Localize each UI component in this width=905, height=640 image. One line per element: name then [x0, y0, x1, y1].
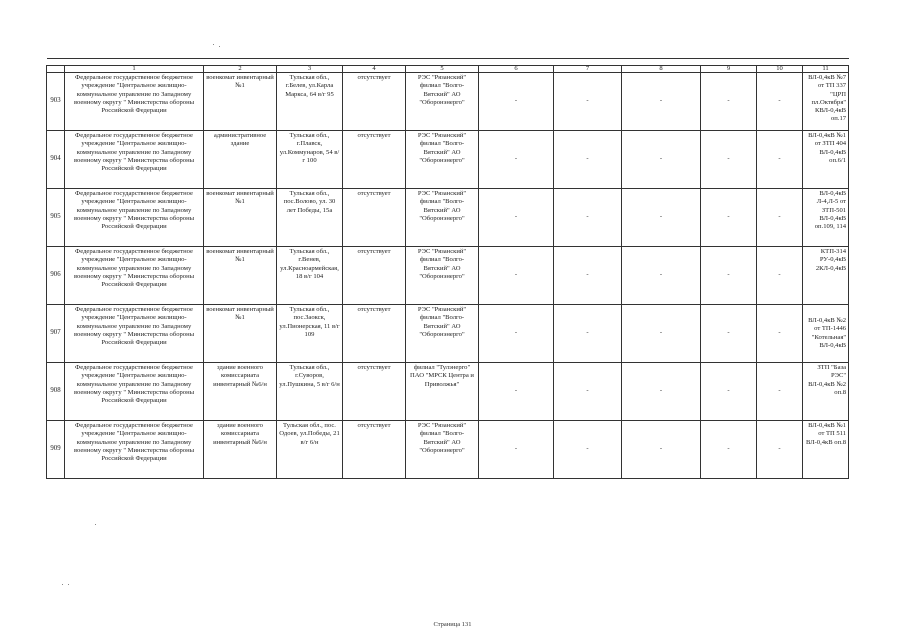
- scan-speck: [95, 524, 96, 525]
- cell-col9: -: [701, 305, 757, 363]
- column-header-6: 6: [479, 66, 554, 73]
- column-header-11: 11: [803, 66, 849, 73]
- cell-col9: -: [701, 73, 757, 131]
- cell-network-org: РЭС "Рязанский" филиал "Волго-Вятский" АО "Оборонэнерго": [406, 189, 479, 247]
- table-row: [47, 189, 849, 247]
- cell-col4: отсутствует: [343, 305, 406, 363]
- cell-col4: отсутствует: [343, 247, 406, 305]
- scan-speck: [219, 46, 220, 47]
- cell-address: Тульская обл., г.Венев, ул.Красноармейская, 18 в/г 104: [277, 247, 343, 305]
- cell-network-org: РЭС "Рязанский" филиал "Волго-Вятский" АО "Оборонэнерго": [406, 73, 479, 131]
- cell-object: здание военного комиссариата инвентарный №6/н: [204, 363, 277, 421]
- cell-col8: -: [622, 363, 701, 421]
- cell-connection-point: ВЛ-0,4кВ №2 от ТП-1446 "Котельная" ВЛ-0,4кВ: [803, 305, 849, 363]
- cell-connection-point: ЗТП "База РЭС" ВЛ-0,4кВ №2 оп.8: [803, 363, 849, 421]
- cell-col9: -: [701, 247, 757, 305]
- column-header-3: 3: [277, 66, 343, 73]
- column-header-1: 1: [65, 66, 204, 73]
- row-number: 907: [47, 305, 65, 363]
- column-header-10: 10: [757, 66, 803, 73]
- cell-col7: -: [554, 247, 622, 305]
- table-row: [47, 421, 849, 479]
- cell-col7: -: [554, 421, 622, 479]
- cell-col8: -: [622, 131, 701, 189]
- scan-speck: [213, 44, 214, 45]
- cell-col8: -: [622, 305, 701, 363]
- cell-object: военкомат инвентарный №1: [204, 73, 277, 131]
- column-header-blank: [47, 66, 65, 73]
- column-header-9: 9: [701, 66, 757, 73]
- cell-col7: -: [554, 73, 622, 131]
- cell-col10: -: [757, 305, 803, 363]
- cell-col6: -: [479, 305, 554, 363]
- row-number: 904: [47, 131, 65, 189]
- column-header-8: 8: [622, 66, 701, 73]
- cell-col10: -: [757, 189, 803, 247]
- cell-col6: -: [479, 73, 554, 131]
- cell-object: военкомат инвентарный №1: [204, 247, 277, 305]
- cell-col6: -: [479, 189, 554, 247]
- cell-col9: -: [701, 189, 757, 247]
- cell-owner: Федеральное государственное бюджетное учреждение "Центральное жилищно-коммунальное управление по Западному военному округу " Министерства обороны Российской Федерации: [65, 363, 204, 421]
- cell-address: Тульская обл., г.Суворов, ул.Пушкина, 5 в/г 6/н: [277, 363, 343, 421]
- cell-col10: -: [757, 131, 803, 189]
- row-number: 908: [47, 363, 65, 421]
- cell-address: Тульская обл., г.Плавск, ул.Коммунаров, 54 в/г 100: [277, 131, 343, 189]
- column-header-7: 7: [554, 66, 622, 73]
- cell-col9: -: [701, 363, 757, 421]
- cell-col4: отсутствует: [343, 421, 406, 479]
- table-top-border-row: [47, 59, 849, 66]
- cell-connection-point: КТП-314 РУ-0,4кВ 2КЛ-0,4кВ: [803, 247, 849, 305]
- cell-object: административное здание: [204, 131, 277, 189]
- cell-col6: -: [479, 421, 554, 479]
- cell-owner: Федеральное государственное бюджетное учреждение "Центральное жилищно-коммунальное управление по Западному военному округу " Министерства обороны Российской Федерации: [65, 305, 204, 363]
- cell-col10: -: [757, 247, 803, 305]
- cell-col8: -: [622, 73, 701, 131]
- table-row: [47, 363, 849, 421]
- cell-connection-point: ВЛ-0,4кВ №1 от ЗТП 404 ВЛ-0,4кВ оп.6/1: [803, 131, 849, 189]
- cell-col8: -: [622, 247, 701, 305]
- row-number: 906: [47, 247, 65, 305]
- cell-col8: -: [622, 421, 701, 479]
- cell-object: военкомат инвентарный №1: [204, 189, 277, 247]
- cell-connection-point: ВЛ-0,4кВ №7 от ТП 337 "ЦРП пл.Октября" КВЛ-0,4кВ оп.17: [803, 73, 849, 131]
- cell-col7: -: [554, 131, 622, 189]
- cell-owner: Федеральное государственное бюджетное учреждение "Центральное жилищно-коммунальное управление по Западному военному округу " Министерства обороны Российской Федерации: [65, 189, 204, 247]
- cell-network-org: РЭС "Рязанский" филиал "Волго-Вятский" АО "Оборонэнерго": [406, 305, 479, 363]
- cell-network-org: филиал "Тулэнерго" ПАО "МРСК Центра и Приволжья": [406, 363, 479, 421]
- cell-col9: -: [701, 421, 757, 479]
- scan-speck: [62, 584, 63, 585]
- cell-address: Тульская обл., г.Белев, ул.Карла Маркса, 64 в/г 95: [277, 73, 343, 131]
- cell-owner: Федеральное государственное бюджетное учреждение "Центральное жилищно-коммунальное управление по Западному военному округу " Министерства обороны Российской Федерации: [65, 421, 204, 479]
- cell-object: здание военного комиссариата инвентарный №6/н: [204, 421, 277, 479]
- cell-address: Тульская обл., пос. Одоев, ул.Победы, 21 в/г 6/н: [277, 421, 343, 479]
- cell-address: Тульская обл., пос.Заокск, ул.Пионерская, 11 в/г 109: [277, 305, 343, 363]
- cell-col7: -: [554, 363, 622, 421]
- cell-col4: отсутствует: [343, 131, 406, 189]
- register-table: [46, 58, 849, 479]
- cell-network-org: РЭС "Рязанский" филиал "Волго-Вятский" АО "Оборонэнерго": [406, 131, 479, 189]
- cell-col10: -: [757, 421, 803, 479]
- cell-address: Тульская обл., пос.Волово, ул. 30 лет Победы, 15а: [277, 189, 343, 247]
- cell-col6: -: [479, 247, 554, 305]
- cell-owner: Федеральное государственное бюджетное учреждение "Центральное жилищно-коммунальное управление по Западному военному округу " Министерства обороны Российской Федерации: [65, 73, 204, 131]
- cell-connection-point: ВЛ-0,4кВ №1 от ТП 511 ВЛ-0,4кВ оп.8: [803, 421, 849, 479]
- table-row: [47, 247, 849, 305]
- cell-col10: -: [757, 73, 803, 131]
- cell-col4: отсутствует: [343, 363, 406, 421]
- column-header-4: 4: [343, 66, 406, 73]
- cell-col4: отсутствует: [343, 189, 406, 247]
- cell-connection-point: ВЛ-0,4кВ Л-4,Л-5 от ЗТП-501 ВЛ-0,4кВ оп.109, 114: [803, 189, 849, 247]
- cell-col8: -: [622, 189, 701, 247]
- cell-col9: -: [701, 131, 757, 189]
- cell-owner: Федеральное государственное бюджетное учреждение "Центральное жилищно-коммунальное управление по Западному военному округу " Министерства обороны Российской Федерации: [65, 131, 204, 189]
- cell-network-org: РЭС "Рязанский" филиал "Волго-Вятский" АО "Оборонэнерго": [406, 247, 479, 305]
- column-header-5: 5: [406, 66, 479, 73]
- cell-network-org: РЭС "Рязанский" филиал "Волго-Вятский" АО "Оборонэнерго": [406, 421, 479, 479]
- column-header-2: 2: [204, 66, 277, 73]
- row-number: 909: [47, 421, 65, 479]
- row-number: 903: [47, 73, 65, 131]
- table-row: [47, 131, 849, 189]
- cell-object: военкомат инвентарный №1: [204, 305, 277, 363]
- cell-col4: отсутствует: [343, 73, 406, 131]
- row-number: 905: [47, 189, 65, 247]
- cell-col6: -: [479, 363, 554, 421]
- page-number: Страница 131: [433, 621, 472, 628]
- table-row: [47, 73, 849, 131]
- cell-col6: -: [479, 131, 554, 189]
- cell-col7: -: [554, 189, 622, 247]
- scan-speck: [68, 584, 69, 585]
- cell-col10: -: [757, 363, 803, 421]
- column-number-row: [47, 66, 849, 73]
- cell-col7: -: [554, 305, 622, 363]
- table-row: [47, 305, 849, 363]
- cell-owner: Федеральное государственное бюджетное учреждение "Центральное жилищно-коммунальное управление по Западному военному округу " Министерства обороны Российской Федерации: [65, 247, 204, 305]
